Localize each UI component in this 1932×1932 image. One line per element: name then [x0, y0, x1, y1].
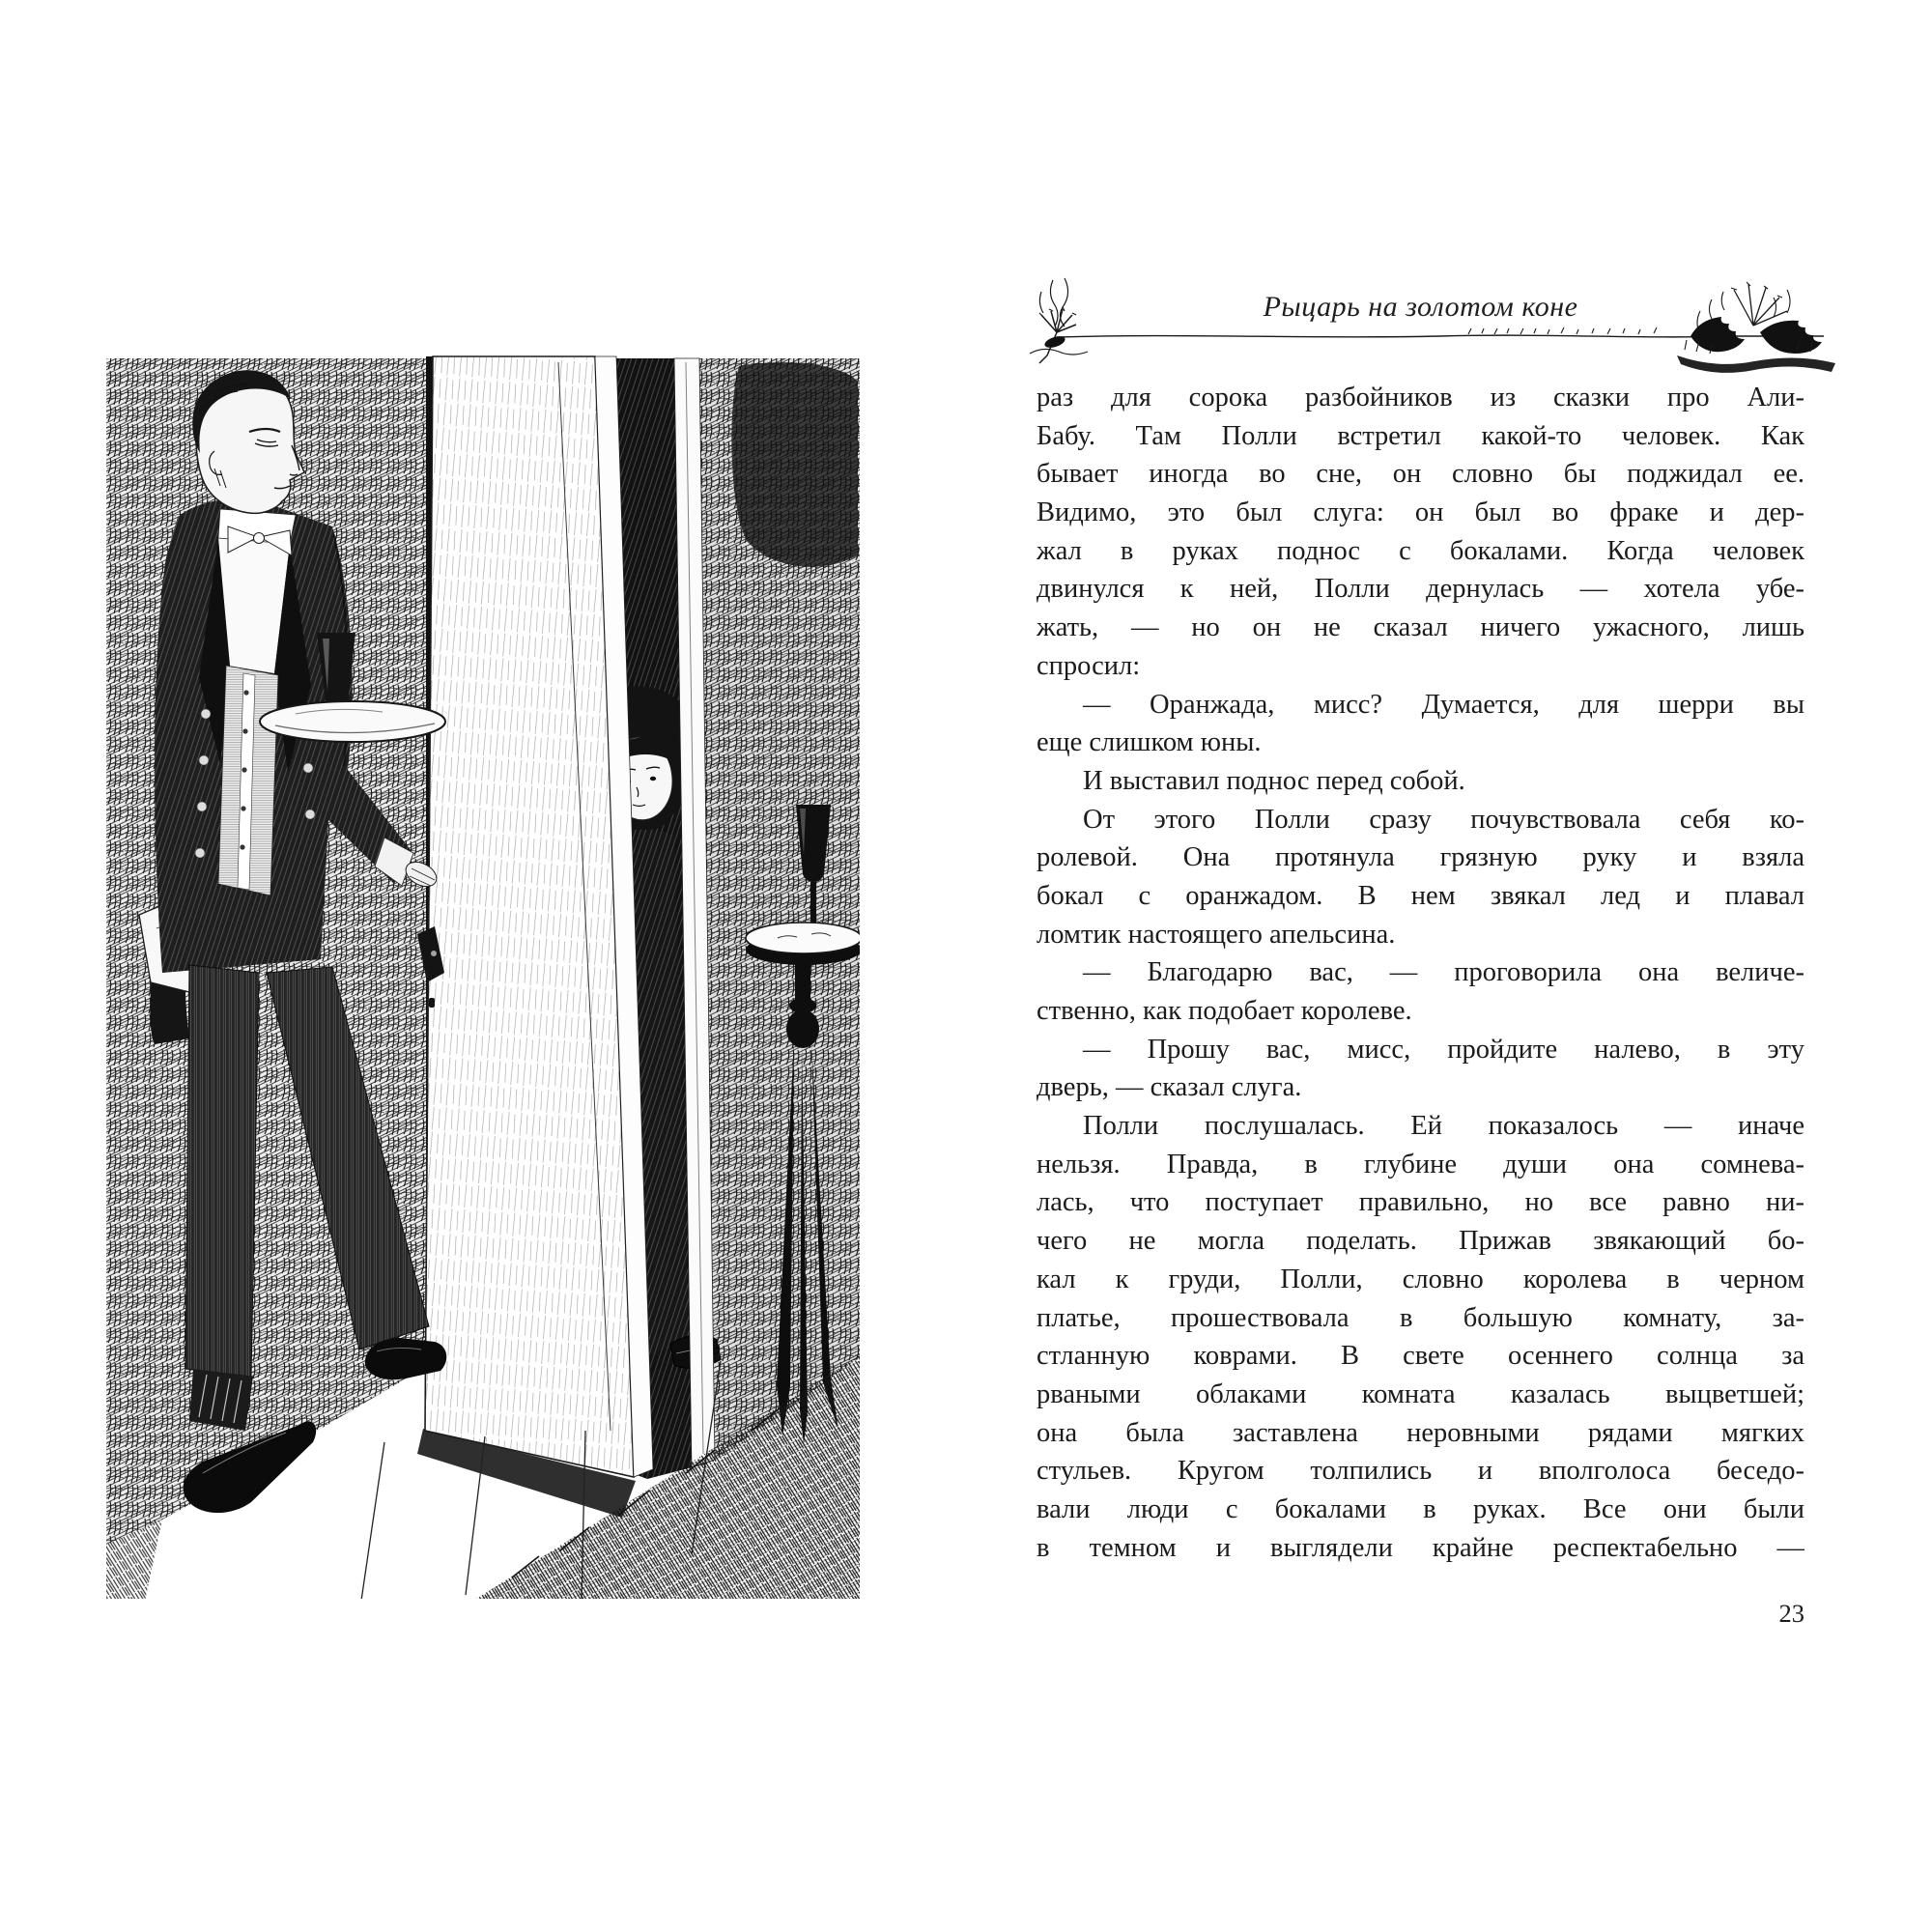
- text-line: Бабу. Там Полли встретил какой-то человек. Как: [1037, 420, 1804, 451]
- text-line: — Благодарю вас, — проговорила она величе-: [1083, 957, 1804, 988]
- striped-spat: [189, 1369, 253, 1431]
- text-line: ломтик настоящего апельсина.: [1037, 919, 1396, 950]
- text-line: стульев. Кругом толпились и вполголоса беседо-: [1037, 1456, 1804, 1487]
- hatched-wall-right: [699, 358, 860, 1460]
- text-line: стланную коврами. В свете осеннего солнца за: [1037, 1341, 1804, 1372]
- text-line: бывает иногда во сне, он словно бы поджидал ее.: [1037, 459, 1804, 490]
- text-line: дверь, — сказал слуга.: [1037, 1072, 1302, 1103]
- text-line: двинулся к ней, Полли дернулась — хотела убе-: [1037, 574, 1804, 605]
- text-line: рваными облаками комната казалась выцветшей;: [1037, 1378, 1804, 1409]
- text-line: ственно, как подобает королеве.: [1037, 996, 1412, 1026]
- text-line: вали люди с бокалами в руках. Все они были: [1037, 1493, 1804, 1524]
- running-head-title: Рыцарь на золотом коне: [1263, 291, 1578, 323]
- shadow-figure: [731, 362, 858, 567]
- text-line: нельзя. Правда, в глубине души она сомнева-: [1037, 1149, 1804, 1179]
- text-line: жать, — но он не сказал ничего ужасного, лишь: [1037, 612, 1804, 643]
- text-line: жал в руках поднос с бокалами. Когда человек: [1037, 535, 1804, 566]
- text-line: в темном и выглядели крайне респектабельно —: [1037, 1532, 1804, 1563]
- text-line: От этого Полли сразу почувствовала себя ко-: [1083, 804, 1804, 835]
- open-door: [417, 356, 653, 1477]
- text-line: она была заставлена неровными рядами мягких: [1037, 1417, 1804, 1448]
- text-line: Полли послушалась. Ей показалось — иначе: [1083, 1111, 1804, 1142]
- book-illustration: [106, 353, 860, 1599]
- text-line: чего не могла поделать. Прижав звякающий бо-: [1037, 1226, 1804, 1257]
- text-line: Видимо, это был слуга: он был во фраке и дер-: [1037, 497, 1804, 528]
- text-line: — Прошу вас, мисс, пройдите налево, в эту: [1083, 1034, 1804, 1065]
- text-line: лась, что поступает правильно, но все равно ни-: [1037, 1187, 1804, 1218]
- text-line: кал к груди, Полли, словно королева в черном: [1037, 1264, 1804, 1294]
- butler-at-door-drawing: [106, 353, 860, 1599]
- text-line: — Оранжада, мисс? Думается, для шерри вы: [1083, 689, 1804, 720]
- text-line: раз для сорока разбойников из сказки про Али-: [1037, 383, 1804, 412]
- trouser-leg-left: [185, 965, 259, 1377]
- text-line: ролевой. Она протянула грязную руку и взяла: [1037, 842, 1804, 873]
- page-text: [1037, 379, 1804, 1567]
- page-number: 23: [1778, 1599, 1804, 1628]
- text-line: спросил:: [1037, 650, 1141, 681]
- text-line: И выставил поднос перед собой.: [1083, 765, 1465, 796]
- text-line: платье, прошествовала в большую комнату, за-: [1037, 1302, 1804, 1333]
- text-line: еще слишком юны.: [1037, 727, 1262, 758]
- text-line: бокал с оранжадом. В нем звякал лед и плавал: [1037, 880, 1804, 911]
